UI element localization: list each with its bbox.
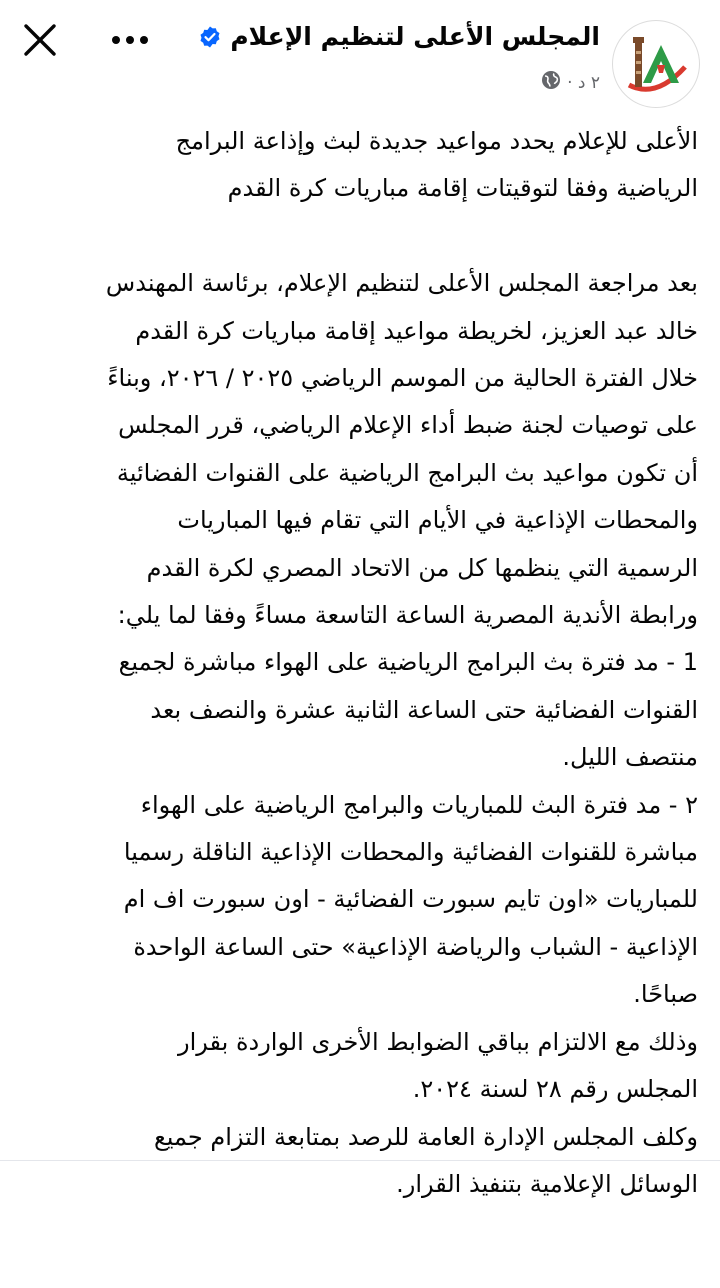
globe-icon <box>541 70 561 95</box>
post-header <box>0 0 720 110</box>
post-intro-line: والمحطات الإذاعية في الأيام التي تقام فيها المباريات <box>177 506 698 535</box>
page-name[interactable]: المجلس الأعلى لتنظيم الإعلام <box>230 22 600 51</box>
paragraph-spacer <box>24 213 698 260</box>
post-meta <box>541 70 600 95</box>
post-title-line: الأعلى للإعلام يحدد مواعيد جديدة لبث وإذاعة البرامج <box>175 127 698 155</box>
post-item2-line: الإذاعية - الشباب والرياضة الإذاعية» حتى الساعة الواحدة <box>133 932 698 961</box>
page-name-row <box>198 22 600 51</box>
post-closing-line: وذلك مع الالتزام بباقي الضوابط الأخرى الواردة بقرار <box>178 1027 698 1056</box>
post-divider <box>0 1160 720 1161</box>
post-intro-line: خالد عبد العزيز، لخريطة مواعيد إقامة مباريات كرة القدم <box>135 316 698 345</box>
post-item1-line: القنوات الفضائية حتى الساعة الثانية عشرة والنصف بعد <box>150 695 698 724</box>
close-button[interactable] <box>18 18 62 62</box>
post-item2-line: للمباريات «اون تايم سبورت الفضائية - اون سبورت اف ام <box>123 885 698 914</box>
post-intro-line: الرسمية التي ينظمها كل من الاتحاد المصري لكرة القدم <box>146 553 698 582</box>
post-intro-line: بعد مراجعة المجلس الأعلى لتنظيم الإعلام، برئاسة المهندس <box>105 269 698 298</box>
post-body <box>24 118 698 1208</box>
page-avatar[interactable] <box>612 20 700 108</box>
more-options-icon <box>110 35 150 45</box>
council-logo <box>613 21 699 107</box>
more-options-button[interactable] <box>104 20 156 60</box>
post-closing-line: وكلف المجلس الإدارة العامة للرصد بمتابعة التزام جميع <box>154 1122 698 1151</box>
post-item2-line: ٢ - مد فترة البث للمباريات والبرامج الرياضية على الهواء <box>140 790 698 819</box>
post-intro-line: أن تكون مواعيد بث البرامج الرياضية على القنوات الفضائية <box>116 458 698 487</box>
post-intro-line: خلال الفترة الحالية من الموسم الرياضي ٢٠٢٥ / ٢٠٢٦، وبناءً <box>107 364 698 393</box>
post-timestamp[interactable]: ٢ د · <box>567 72 600 93</box>
post-title-line: الرياضية وفقا لتوقيتات إقامة مباريات كرة القدم <box>227 174 698 203</box>
post-intro-line: ورابطة الأندية المصرية الساعة التاسعة مساءً وفقا لما يلي: <box>117 601 698 630</box>
post-closing-line: الوسائل الإعلامية بتنفيذ القرار. <box>396 1169 698 1198</box>
close-icon <box>23 23 57 57</box>
post-item2-line: صباحًا. <box>633 980 698 1009</box>
verified-badge-icon <box>198 25 222 49</box>
post-closing-line: المجلس رقم ٢٨ لسنة ٢٠٢٤. <box>412 1075 698 1104</box>
post-item2-line: مباشرة للقنوات الفضائية والمحطات الإذاعية الناقلة رسميا <box>123 838 698 867</box>
post-item1-line: منتصف الليل. <box>562 743 698 772</box>
post-intro-line: على توصيات لجنة ضبط أداء الإعلام الرياضي، قرر المجلس <box>118 411 698 440</box>
post-item1-line: 1 - مد فترة بث البرامج الرياضية على الهواء مباشرة لجميع <box>118 648 698 677</box>
